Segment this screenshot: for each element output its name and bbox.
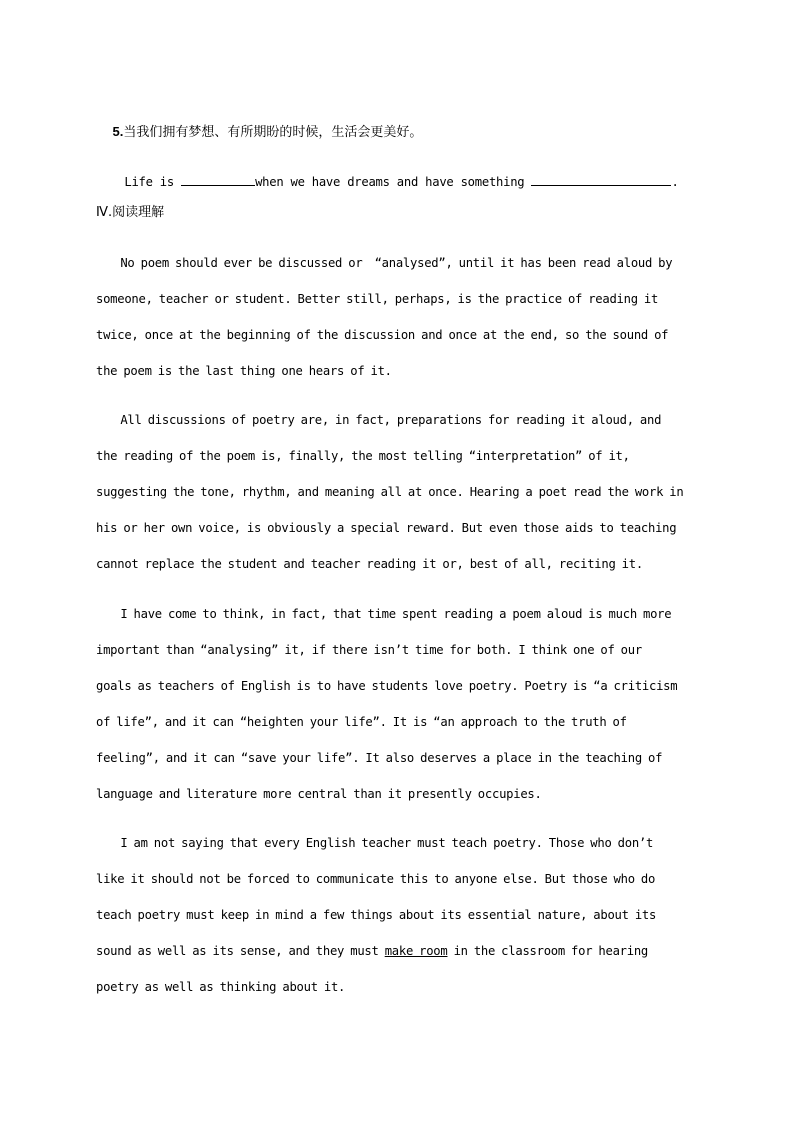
answer-blank-2[interactable] xyxy=(531,174,671,186)
question-5-text-1: Life is xyxy=(124,175,182,189)
passage-paragraph-1 xyxy=(96,245,696,389)
paragraph-4-line-with-underline xyxy=(96,933,696,969)
paragraph-1-line: someone, teacher or student. Better still, perhaps, is the practice of reading it xyxy=(96,292,659,306)
paragraph-3-line: goals as teachers of English is to have students love poetry. Poetry is “a criticism xyxy=(96,679,678,693)
paragraph-2-line: the reading of the poem is, finally, the most telling “interpretation” of it, xyxy=(96,449,630,463)
paragraph-2-line: suggesting the tone, rhythm, and meaning all at once. Hearing a poet read the work in xyxy=(96,485,684,499)
paragraph-4-line: teach poetry must keep in mind a few things about its essential nature, about its xyxy=(96,908,657,922)
paragraph-3-line: important than “analysing” it, if there isn’t time for both. I think one of our xyxy=(96,643,642,657)
paragraph-1-line: No poem should ever be discussed or “analysed”, until it has been read aloud by xyxy=(96,256,673,270)
paragraph-3-line: I have come to think, in fact, that time spent reading a poem aloud is much more xyxy=(96,607,672,621)
question-5-english xyxy=(96,155,679,209)
question-5-prompt xyxy=(96,105,422,160)
paragraph-2-line: his or her own voice, is obviously a special reward. But even those aids to teaching xyxy=(96,521,677,535)
paragraph-4-line-end: in the classroom for hearing xyxy=(447,944,649,958)
section-heading: Ⅳ.阅读理解 xyxy=(96,205,165,220)
paragraph-4-line-start: sound as well as its sense, and they must xyxy=(96,944,385,958)
answer-blank-1[interactable] xyxy=(181,174,255,186)
paragraph-2-line: All discussions of poetry are, in fact, preparations for reading it aloud, and xyxy=(96,413,662,427)
question-5-text-2: when we have dreams and have something xyxy=(255,175,532,189)
question-5-text-3: . xyxy=(671,175,679,189)
passage-paragraph-2 xyxy=(96,402,696,582)
paragraph-2-line: cannot replace the student and teacher reading it or, best of all, reciting it. xyxy=(96,557,643,571)
question-5-number: 5. xyxy=(112,124,124,139)
paragraph-1-line: twice, once at the beginning of the discussion and once at the end, so the sound of xyxy=(96,328,669,342)
paragraph-3-line: feeling”, and it can “save your life”. It also deserves a place in the teaching of xyxy=(96,751,663,765)
paragraph-3-line: of life”, and it can “heighten your life”. It is “an approach to the truth of xyxy=(96,715,627,729)
paragraph-3-line: language and literature more central than it presently occupies. xyxy=(96,787,542,801)
question-5-chinese: 当我们拥有梦想、有所期盼的时候，生活会更美好。 xyxy=(123,125,423,140)
paragraph-4-line: I am not saying that every English teacher must teach poetry. Those who don’t xyxy=(96,836,654,850)
passage-paragraph-3 xyxy=(96,596,696,812)
paragraph-1-line: the poem is the last thing one hears of it. xyxy=(96,364,392,378)
paragraph-4-line: like it should not be forced to communicate this to anyone else. But those who do xyxy=(96,872,656,886)
passage-paragraph-4 xyxy=(96,825,696,1005)
paragraph-4-line: poetry as well as thinking about it. xyxy=(96,980,346,994)
underlined-phrase: make room xyxy=(384,944,448,958)
